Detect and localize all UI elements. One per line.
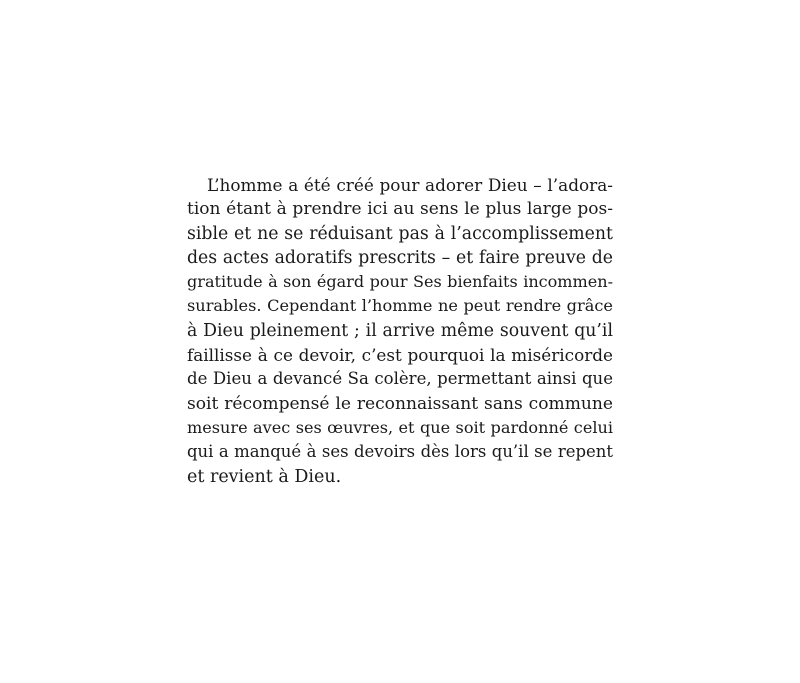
paragraph-line: surables. Cependant l’homme ne peut rendre grâce <box>187 296 613 316</box>
paragraph-line: de Dieu a devancé Sa colère, permettant ainsi que <box>187 369 613 389</box>
paragraph-line: gratitude à son égard pour Ses bienfaits incommen- <box>187 272 613 292</box>
paragraph-line: soit récompensé le reconnaissant sans commune <box>187 393 613 414</box>
body-paragraph <box>187 173 613 489</box>
paragraph-line: mesure avec ses œuvres, et que soit pardonné celui <box>187 417 613 437</box>
paragraph-line: sible et ne se réduisant pas à l’accomplissement <box>187 223 613 244</box>
paragraph-line: tion étant à prendre ici au sens le plus large pos- <box>187 199 613 220</box>
paragraph-line: qui a manqué à ses devoirs dès lors qu’il se repent <box>187 442 613 462</box>
paragraph-line: faillisse à ce devoir, c’est pourquoi la miséricorde <box>187 345 613 366</box>
paragraph-line: à Dieu pleinement ; il arrive même souvent qu’il <box>187 320 613 341</box>
paragraph-line: L’homme a été créé pour adorer Dieu – l’adora- <box>207 175 613 195</box>
paragraph-line: et revient à Dieu. <box>187 466 342 487</box>
paragraph-line: des actes adoratifs prescrits – et faire preuve de <box>187 247 613 268</box>
